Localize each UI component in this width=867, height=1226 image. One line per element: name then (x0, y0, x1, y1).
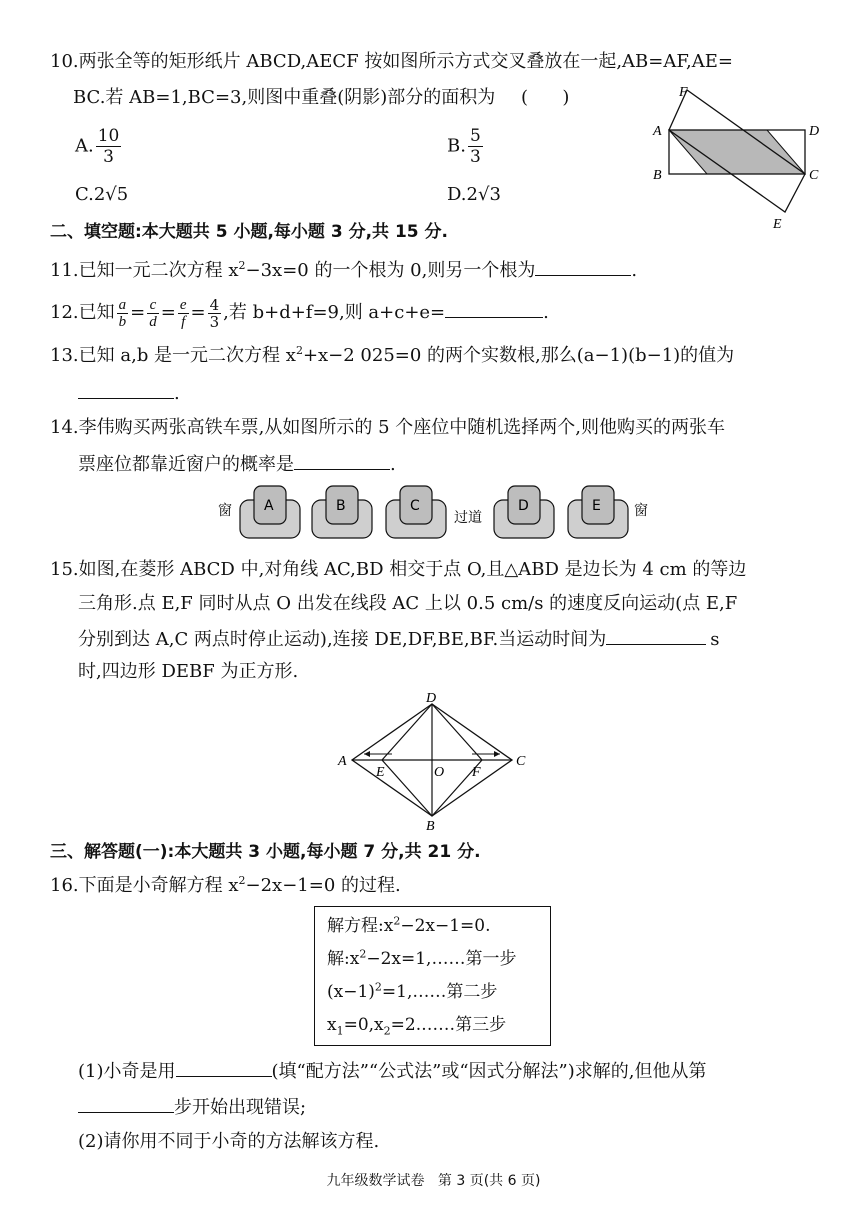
q11-answer-blank[interactable] (535, 257, 631, 276)
q12-line: 12.已知 $\frac{a}{b}$ = $\frac{c}{d}$ = $\frac{e}{f}$ = $\frac{4}{3}$ ,若 b+d+f=9,则 a+c+e= . (50, 295, 549, 331)
box-line-4: $x_1=0,x_2=2.\dots\dots$第三步 (327, 1015, 507, 1038)
fraction-e-f: $\frac{e}{f}$ (179, 296, 187, 330)
q11-line: 11.已知一元二次方程 $x^2-3x=0$ 的一个根为 0,则另一个根为 . (50, 259, 638, 281)
seat-a (240, 486, 300, 538)
q10-text-line1: 两张全等的矩形纸片 ABCD,AECF 按如图所示方式交叉叠放在一起,AB=AF,AE= (78, 51, 733, 72)
fraction-a-b: $\frac{a}{b}$ (118, 296, 127, 330)
fraction-c-d: $\frac{c}{d}$ (149, 296, 157, 330)
seat-c (386, 486, 446, 538)
page-footer: 九年级数学试卷 第 3 页(共 6 页) (326, 1173, 541, 1189)
label-A: A (653, 124, 662, 139)
q15-line2: 三角形.点 E,F 同时从点 O 出发在线段 AC 上以 0.5 cm/s 的速度反向运动(点 E,F (78, 593, 738, 614)
q15-rhombus-figure (334, 692, 534, 832)
svg-text:O: O (434, 765, 445, 780)
q16-part1-line1: (1)小奇是用 (填“配方法”“公式法”或“因式分解法”)求解的,但他从第 (78, 1058, 706, 1084)
q10-option-c: C.2√5 (75, 184, 129, 205)
q14-line2: 票座位都靠近窗户的概率是 . (78, 451, 396, 477)
seat-d (494, 486, 554, 538)
label-C: C (809, 168, 819, 183)
svg-text:C: C (410, 498, 420, 514)
q10-text-line2: BC.若 AB=1,BC=3,则图中重叠(阴影)部分的面积为 (73, 87, 496, 108)
q10-rectangle-figure (645, 82, 825, 232)
q16-part1-line2: 步开始出现错误; (78, 1094, 306, 1120)
q15-line4: 时,四边形 DEBF 为正方形. (78, 661, 299, 682)
q10-line2 (73, 86, 569, 110)
fraction-4-3: $\frac{4}{3}$ (209, 295, 220, 331)
svg-text:D: D (518, 498, 529, 514)
q10-option-b: B. $\frac{5}{3}$ (447, 126, 481, 167)
svg-text:A: A (264, 498, 274, 514)
q10-option-a: A. $\frac{10}{3}$ (75, 126, 120, 167)
svg-text:E: E (376, 765, 385, 780)
svg-text:A: A (338, 754, 347, 769)
q14-answer-blank[interactable] (294, 451, 390, 470)
q13-answer-blank[interactable] (78, 380, 174, 399)
q16-line: 16.下面是小奇解方程 $x^2-2x-1=0$ 的过程. (50, 874, 401, 896)
window-left-label: 窗 (218, 503, 232, 519)
box-line-2: 解$:x^2-2x=1,\dots\dots$第一步 (327, 947, 517, 969)
svg-text:C: C (516, 754, 526, 769)
aisle-label: 过道 (454, 510, 482, 526)
q15-line3: 分别到达 A,C 两点时停止运动),连接 DE,DF,BE,BF.当运动时间为 s (78, 626, 720, 652)
q10-option-b-fraction: $\frac{5}{3}$ (469, 126, 481, 167)
q16-solution-box (314, 906, 551, 1046)
section-3-heading: 三、解答题(一):本大题共 3 小题,每小题 7 分,共 21 分. (50, 842, 481, 862)
window-right-label: 窗 (634, 503, 648, 519)
q12-answer-blank[interactable] (445, 299, 543, 318)
q14-line1: 14.李伟购买两张高铁车票,从如图所示的 5 个座位中随机选择两个,则他购买的两张车 (50, 417, 725, 438)
seat-e (568, 486, 628, 538)
q13-line2: . (78, 380, 180, 406)
svg-text:F: F (472, 765, 481, 780)
q10-number: 10. (50, 51, 79, 72)
svg-text:B: B (426, 819, 435, 832)
q10-answer-paren: ( ) (521, 87, 570, 108)
svg-text:B: B (336, 498, 346, 514)
q13-line1: 13.已知 a,b 是一元二次方程 $x^2+x-2$ 025=0 的两个实数根,那么(a−1)(b−1)的值为 (50, 344, 735, 366)
q10-line1 (50, 50, 733, 74)
q14-seat-figure (214, 480, 654, 542)
label-E: E (773, 217, 782, 232)
q16-part2: (2)请你用不同于小奇的方法解该方程. (78, 1131, 380, 1152)
label-F: F (679, 85, 688, 100)
overlap-shaded-region (669, 130, 805, 174)
svg-text:D: D (426, 692, 437, 706)
section-2-heading: 二、填空题:本大题共 5 小题,每小题 3 分,共 15 分. (50, 222, 448, 242)
label-B: B (653, 168, 662, 183)
svg-text:E: E (592, 498, 601, 514)
box-line-3: $(x-1)^2=1,\dots\dots$第二步 (327, 980, 498, 1002)
box-line-1: 解方程$:x^2-2x-1=0$. (327, 914, 491, 936)
q15-line1: 15.如图,在菱形 ABCD 中,对角线 AC,BD 相交于点 O,且△ABD 是边长为 4 cm 的等边 (50, 559, 747, 580)
q10-option-d: D.2√3 (447, 184, 501, 205)
q16-method-blank[interactable] (176, 1058, 272, 1077)
q10-option-a-fraction: $\frac{10}{3}$ (97, 126, 120, 167)
q15-answer-blank[interactable] (606, 626, 706, 645)
q16-step-blank[interactable] (78, 1094, 174, 1113)
seat-b (312, 486, 372, 538)
label-D: D (809, 124, 820, 139)
